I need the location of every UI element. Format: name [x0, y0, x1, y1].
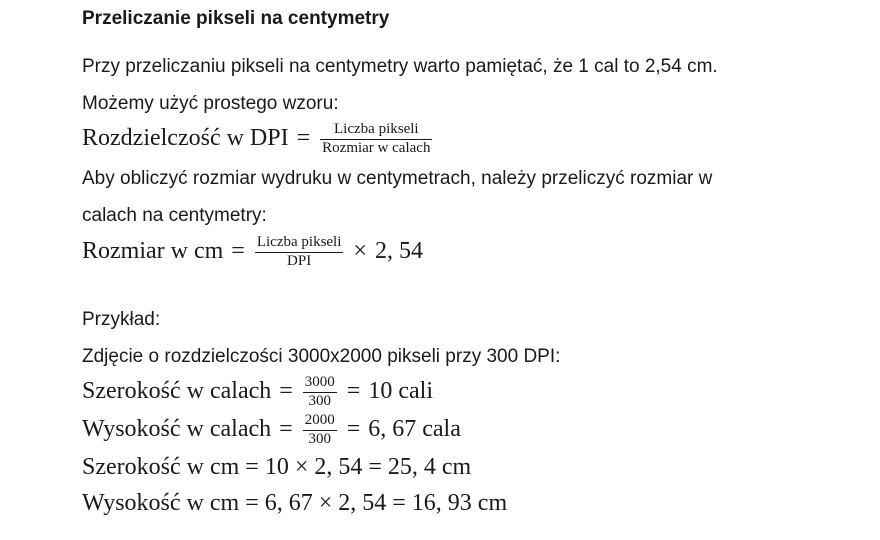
calc-height-inches [82, 412, 461, 447]
description-line-1: Aby obliczyć rozmiar wydruku w centymetrach, należy przeliczyć rozmiar w [82, 168, 713, 189]
example-description: Zdjęcie o rozdzielczości 3000x2000 pikseli przy 300 DPI: [82, 346, 561, 367]
calc-width-inches-fraction [303, 375, 337, 410]
calc-height-cm: Wysokość w cm = 6, 67 × 2, 54 = 16, 93 cm [82, 490, 508, 516]
calc-width-inches-equals: = [279, 377, 293, 404]
calc-width-cm: Szerokość w cm = 10 × 2, 54 = 25, 4 cm [82, 454, 472, 480]
intro-paragraph-line-1: Przy przeliczaniu pikseli na centymetry warto pamiętać, że 1 cal to 2,54 cm. [82, 56, 718, 77]
formula-cm-times: × [353, 237, 367, 264]
formula-dpi-denominator: Rozmiar w calach [322, 139, 431, 156]
calc-height-inches-equals: = [279, 415, 293, 442]
formula-dpi-numerator: Liczba pikseli [334, 121, 419, 137]
section-heading: Przeliczanie pikseli na centymetry [82, 8, 390, 29]
formula-cm-denominator: DPI [287, 252, 312, 269]
calc-width-inches-denominator: 300 [308, 392, 332, 409]
formula-dpi-equals: = [296, 124, 311, 151]
calc-height-inches-denominator: 300 [308, 430, 331, 447]
formula-dpi-fraction [320, 122, 432, 157]
calc-height-inches-fraction [303, 413, 337, 448]
description-line-2: calach na centymetry: [82, 205, 267, 226]
calc-height-inches-lhs: Wysokość w calach [82, 415, 272, 442]
formula-cm-numerator: Liczba pikseli [256, 234, 342, 250]
calc-width-inches [82, 374, 433, 409]
formula-cm-fraction [255, 235, 344, 270]
calc-width-inches-equals-2: = [346, 377, 361, 404]
formula-dpi [82, 121, 434, 156]
formula-cm [82, 234, 423, 269]
calc-width-inches-result: 10 cali [368, 377, 433, 404]
calc-width-inches-lhs: Szerokość w calach [82, 377, 272, 404]
formula-dpi-lhs: Rozdzielczość w DPI [82, 124, 289, 151]
calc-height-inches-numerator: 2000 [304, 412, 335, 428]
formula-cm-equals: = [231, 237, 245, 264]
formula-cm-lhs: Rozmiar w cm [82, 237, 224, 264]
formula-cm-factor: 2, 54 [374, 237, 423, 264]
intro-paragraph-line-2: Możemy użyć prostego wzoru: [82, 93, 339, 114]
calc-height-inches-equals-2: = [346, 415, 361, 442]
calc-width-inches-numerator: 3000 [304, 374, 335, 390]
calc-height-inches-result: 6, 67 cala [368, 415, 461, 442]
example-label: Przykład: [82, 309, 161, 330]
